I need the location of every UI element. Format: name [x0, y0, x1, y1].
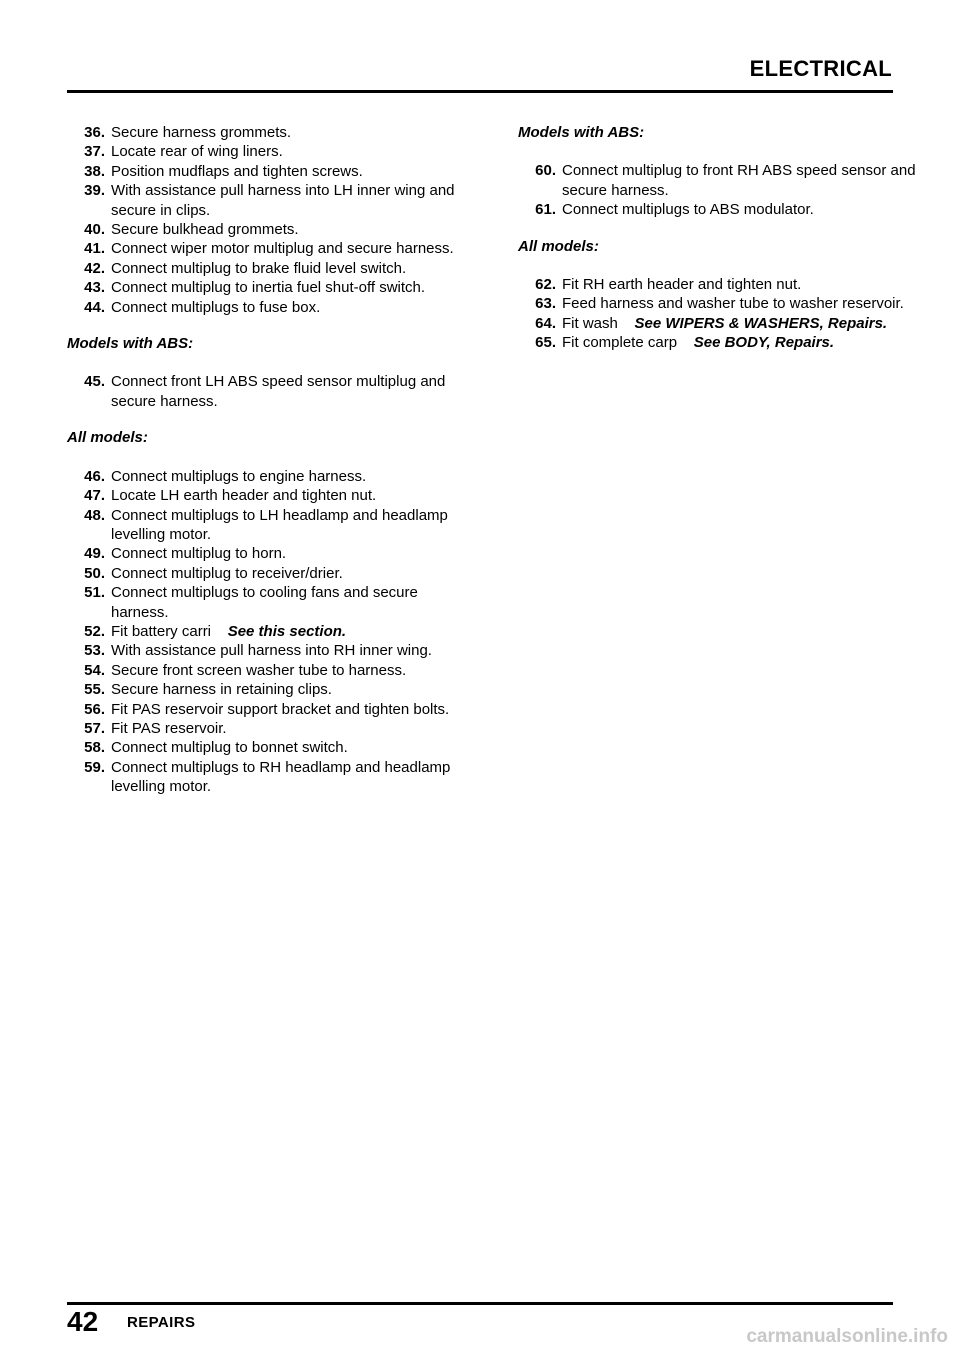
step-number: 61.: [535, 201, 556, 219]
step-text: [105, 506, 467, 545]
step-text: [105, 564, 467, 583]
step-number: 63.: [535, 295, 556, 313]
step-number: 37.: [84, 143, 105, 161]
step-number: 36.: [84, 124, 105, 141]
step-body: Locate LH earth header and tighten nut.: [111, 487, 377, 505]
step-body: Fit complete carp: [562, 334, 678, 352]
step-body: Position mudflaps and tighten screws.: [111, 162, 363, 180]
step-body: Secure bulkhead grommets.: [111, 221, 299, 239]
step-body: Connect multiplug to receiver/drier.: [111, 564, 343, 582]
step-body: Fit battery carri: [111, 622, 212, 640]
steps-group-36-44: [67, 123, 467, 317]
cross-reference-link[interactable]: See WIPERS & WASHERS, Repairs.: [634, 314, 888, 332]
watermark-brand: carmanualsonline.info: [746, 1326, 948, 1347]
step-body: Connect multiplugs to fuse box.: [111, 298, 321, 316]
step-number: 54.: [84, 661, 105, 679]
step-body: Connect multiplug to inertia fuel shut-off switch.: [111, 279, 426, 297]
step-text: [105, 181, 467, 220]
step-item: [67, 142, 467, 161]
step-text: [105, 142, 467, 161]
step-text: [105, 259, 467, 278]
step-body: Connect multiplug to horn.: [111, 545, 287, 563]
step-number: 60.: [535, 162, 556, 180]
step-item: [67, 486, 467, 505]
step-text: [105, 758, 467, 797]
step-item: [67, 220, 467, 239]
step-body: Connect multiplugs to cooling fans and secure harness.: [111, 584, 418, 621]
step-item: [67, 259, 467, 278]
step-item: [67, 738, 467, 757]
step-item: [67, 564, 467, 583]
footer-rule: [67, 1302, 893, 1305]
step-item: [67, 181, 467, 220]
step-text: [105, 738, 467, 757]
step-item: [67, 700, 467, 719]
step-text: [556, 200, 918, 219]
steps-group-60-61: [518, 161, 918, 219]
step-body: Fit PAS reservoir support bracket and tighten bolts.: [111, 700, 450, 718]
step-body: Fit wash: [562, 314, 618, 332]
step-number: 43.: [84, 279, 105, 297]
step-text: [105, 162, 467, 181]
step-number: 38.: [84, 162, 105, 180]
step-item: [67, 719, 467, 738]
step-number: 41.: [84, 240, 105, 258]
page-number: 42: [67, 1306, 99, 1337]
step-body: Connect multiplugs to RH headlamp and headlamp levelling motor.: [111, 758, 451, 796]
step-body: Connect multiplugs to engine harness.: [111, 467, 367, 485]
step-number: 46.: [84, 467, 105, 485]
step-body: Locate rear of wing liners.: [111, 143, 283, 161]
step-item: [518, 275, 918, 294]
section-heading-all-models: All models:: [67, 429, 148, 447]
step-text: [556, 333, 918, 352]
step-item: [67, 622, 467, 641]
section-heading-models-with-abs: Models with ABS:: [67, 335, 194, 353]
step-body: Connect multiplugs to ABS modulator.: [562, 201, 814, 219]
steps-group-46-59: [67, 467, 467, 797]
step-number: 44.: [84, 298, 105, 316]
step-number: 53.: [84, 642, 105, 660]
step-number: 55.: [84, 681, 105, 699]
step-number: 62.: [535, 276, 556, 294]
step-item: [67, 544, 467, 563]
step-body: Secure harness in retaining clips.: [111, 681, 332, 699]
step-number: 57.: [84, 719, 105, 737]
step-number: 42.: [84, 259, 105, 277]
step-number: 48.: [84, 506, 105, 524]
left-column: [67, 123, 467, 797]
step-body: Connect multiplug to brake fluid level switch.: [111, 259, 407, 277]
step-number: 51.: [84, 584, 105, 602]
step-item: [518, 333, 918, 352]
step-item: [67, 372, 467, 411]
step-item: [67, 162, 467, 181]
step-item: [67, 661, 467, 680]
step-item: [67, 583, 467, 622]
steps-group-45: [67, 372, 467, 411]
steps-group-62-65: [518, 275, 918, 353]
step-number: 65.: [535, 334, 556, 352]
step-item: [67, 506, 467, 545]
step-item: [67, 278, 467, 297]
step-number: 58.: [84, 739, 105, 757]
step-item: [67, 641, 467, 660]
step-number: 39.: [84, 182, 105, 200]
step-text: [105, 278, 467, 297]
step-body: Connect multiplug to bonnet switch.: [111, 739, 348, 757]
step-text: [105, 467, 467, 486]
step-text: [105, 583, 467, 622]
step-body: Fit RH earth header and tighten nut.: [562, 276, 802, 294]
step-body: Secure front screen washer tube to harness.: [111, 661, 407, 679]
step-number: 50.: [84, 564, 105, 582]
step-text: [556, 161, 918, 200]
step-item: [518, 314, 918, 333]
right-column: [518, 123, 918, 353]
step-text: [105, 641, 467, 660]
step-number: 64.: [535, 314, 556, 332]
step-text: [556, 275, 918, 294]
step-body: Connect front LH ABS speed sensor multiplug and secure harness.: [111, 373, 446, 410]
step-text: [105, 661, 467, 680]
header-rule: [67, 90, 893, 93]
step-item: [67, 123, 467, 142]
step-item: [67, 298, 467, 317]
step-item: [67, 680, 467, 699]
step-text: [105, 544, 467, 563]
step-text: [105, 486, 467, 505]
step-text: [556, 294, 918, 313]
step-text: [105, 298, 467, 317]
step-body: With assistance pull harness into LH inner wing and secure in clips.: [111, 182, 455, 219]
step-body: Connect multiplugs to LH headlamp and headlamp levelling motor.: [111, 506, 448, 543]
step-number: 45.: [84, 373, 105, 391]
section-heading-all-models: All models:: [518, 237, 599, 255]
step-number: 59.: [84, 758, 105, 776]
step-text: [105, 123, 467, 142]
step-text: [105, 700, 467, 719]
step-number: 40.: [84, 221, 105, 239]
step-text: [105, 372, 467, 411]
step-item: [518, 294, 918, 313]
step-body: Connect multiplug to front RH ABS speed sensor and secure harness.: [562, 162, 916, 199]
step-number: 56.: [84, 700, 105, 718]
step-text: [105, 220, 467, 239]
page-header-title: ELECTRICAL: [749, 56, 892, 81]
step-body: Fit PAS reservoir.: [111, 719, 227, 737]
step-text: [105, 719, 467, 738]
step-number: 52.: [84, 622, 105, 640]
step-text: [105, 239, 467, 258]
cross-reference-link[interactable]: See this section.: [227, 622, 347, 640]
step-item: [518, 200, 918, 219]
section-heading-models-with-abs: Models with ABS:: [518, 124, 645, 141]
step-number: 47.: [84, 487, 105, 505]
step-item: [518, 161, 918, 200]
step-text: [105, 680, 467, 699]
step-body: Connect wiper motor multiplug and secure harness.: [111, 240, 454, 258]
step-body: Secure harness grommets.: [111, 124, 292, 141]
step-body: Feed harness and washer tube to washer reservoir.: [562, 295, 904, 313]
step-number: 49.: [84, 545, 105, 563]
step-item: [67, 467, 467, 486]
footer-section-label: REPAIRS: [127, 1314, 196, 1331]
step-item: [67, 239, 467, 258]
step-item: [67, 758, 467, 797]
cross-reference-link[interactable]: See BODY, Repairs.: [693, 334, 835, 352]
step-text: [556, 314, 918, 333]
step-body: With assistance pull harness into RH inner wing.: [111, 642, 432, 660]
step-text: [105, 622, 467, 641]
